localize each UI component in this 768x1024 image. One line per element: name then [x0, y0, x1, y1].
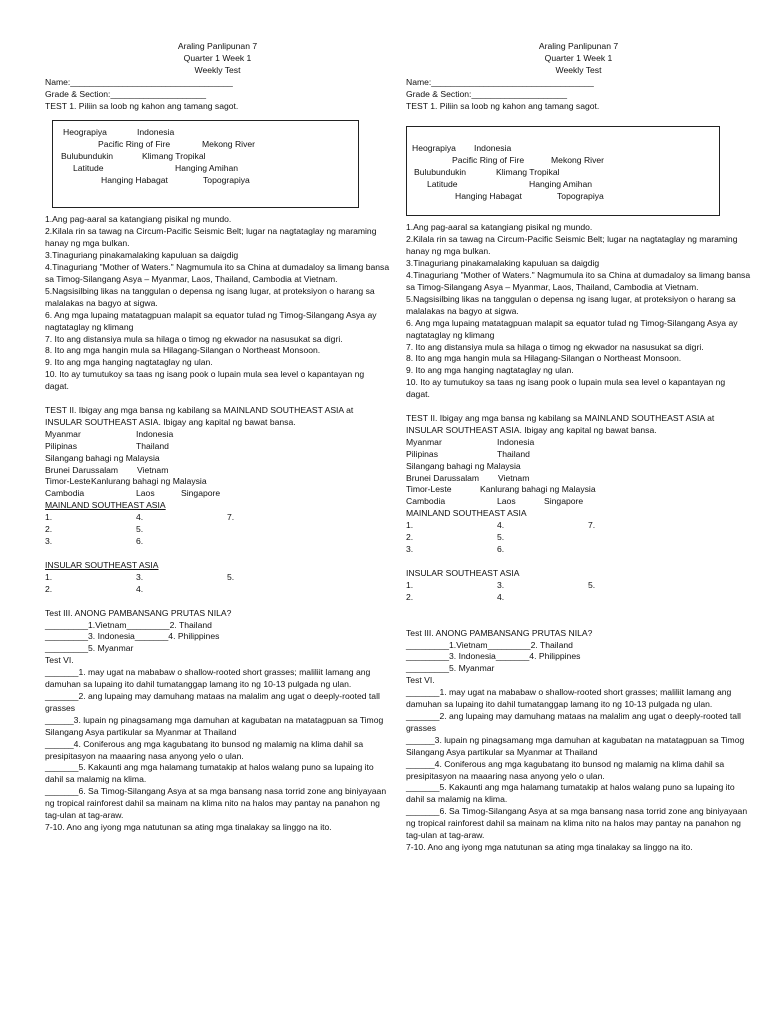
test1-item: 5.Nagsisilbing likas na tanggulan o depensa ng isang lugar, at proteksiyon o harang sa malalakas na bagyo at sigwa. [406, 293, 736, 316]
test1-item: 6. Ang mga lupaing matatagpuan malapit sa equator tulad ng Timog-Silangang Asya ay nagtataglay ng klimang [45, 309, 377, 332]
choice: Heograpiya [63, 127, 107, 138]
choice: Heograpiya [412, 143, 456, 154]
test1-item: 4.Tinaguriang "Mother of Waters." Nagmumula ito sa China at dumadaloy sa limang bansa sa Timog-Silangang Asya – Myanmar, Laos, Thailand, Cambodia at Vietnam. [406, 270, 751, 292]
country: Thailand [136, 440, 169, 451]
country: Singapore [181, 488, 221, 499]
insular-heading: INSULAR SOUTHEAST ASIA [45, 559, 159, 570]
test6-item: ______3. lupain ng pinagsamang mga damuhan at kagubatan na matatagpuan sa Timog Silangang Asya partikular sa Myanmar at Thailand [45, 714, 384, 737]
test3-line: _________3. Indonesia_______4. Philippines [406, 651, 581, 662]
answer-number: 5. [588, 579, 596, 590]
name-field[interactable]: Name:__________________________________ [406, 76, 594, 87]
answer-number: 2. [45, 583, 53, 594]
country: Timor-Leste [406, 484, 452, 495]
country: Thailand [497, 448, 530, 459]
answer-number: 2. [406, 591, 414, 602]
test3-title: Test III. ANONG PAMBANSANG PRUTAS NILA? [45, 607, 232, 618]
country: Vietnam [498, 472, 530, 483]
test3-line: _________3. Indonesia_______4. Philippines [45, 631, 220, 642]
country: Pilipinas [406, 448, 439, 459]
answer-number: 3. [497, 579, 505, 590]
test6-item: _______5. Kakaunti ang mga halamang tumatakip at halos walang puno sa lupaing ito dahil sa malamig na klima. [45, 762, 374, 785]
answer-number: 2. [45, 524, 53, 535]
test-type-label: Weekly Test [194, 64, 241, 75]
answer-number: 3. [45, 536, 53, 546]
choice: Klimang Tropikal [142, 151, 206, 162]
choice: Mekong River [202, 139, 256, 150]
test3-line: _________1.Vietnam_________2. Thailand [45, 619, 212, 630]
country: Vietnam [137, 464, 169, 475]
choices-box [52, 120, 359, 208]
test1-item: 6. Ang mga lupaing matatagpuan malapit sa equator tulad ng Timog-Silangang Asya ay nagtataglay ng klimang [406, 317, 738, 340]
country: Kanlurang bahagi ng Malaysia [91, 476, 207, 487]
test6-title: Test VI. [45, 655, 74, 666]
choice: Mekong River [551, 155, 605, 166]
answer-number: 1. [406, 579, 414, 590]
mainland-heading: MAINLAND SOUTHEAST ASIA [406, 508, 527, 519]
answer-number: 1. [45, 571, 53, 582]
country: Silangang bahagi ng Malaysia [406, 460, 521, 471]
test1-instruction: TEST 1. Piliin sa loob ng kahon ang tamang sagot. [406, 100, 600, 111]
answer-number: 4. [497, 591, 505, 602]
choice: Topograpiya [557, 191, 604, 202]
choice: Latitude [73, 163, 104, 174]
choice: Bulubundukin [61, 151, 114, 162]
country: Indonesia [136, 428, 174, 439]
choice: Hanging Habagat [101, 175, 168, 186]
test3-line: _________5. Myanmar [406, 663, 495, 674]
test1-item: 10. Ito ay tumutukoy sa taas ng isang pook o lupain mula sea level o kapantayan ng dagat. [45, 369, 365, 392]
answer-number: 3. [136, 571, 144, 582]
test1-item: 7. Ito ang distansiya mula sa hilaga o timog ng ekwador na nasusukat sa digri. [406, 341, 704, 352]
test1-item: 7. Ito ang distansiya mula sa hilaga o timog ng ekwador na nasusukat sa digri. [45, 333, 343, 344]
choice: Hanging Habagat [455, 191, 522, 202]
test1-item: 2.Kilala rin sa tawag na Circum-Pacific Seismic Belt; lugar na nagtataglay ng maraming hanay ng mga bulkan. [406, 234, 738, 257]
country: Singapore [544, 496, 584, 507]
answer-number: 7. [227, 512, 235, 523]
choice: Hanging Amihan [175, 163, 239, 174]
test1-items [406, 222, 751, 401]
worksheet-right [406, 41, 751, 854]
test2-instruction: TEST II. Ibigay ang mga bansa ng kabilang sa MAINLAND SOUTHEAST ASIA at INSULAR SOUTHEAST ASIA. Ibigay ang kapital ng bawat bansa. [406, 413, 715, 435]
test1-items [45, 214, 390, 393]
test3-title: Test III. ANONG PAMBANSANG PRUTAS NILA? [406, 627, 593, 638]
answer-number: 7. [588, 520, 596, 531]
choice: Indonesia [137, 127, 175, 138]
test1-instruction: TEST 1. Piliin sa loob ng kahon ang tamang sagot. [45, 100, 239, 111]
country: Myanmar [406, 436, 442, 447]
country: Pilipinas [45, 440, 78, 451]
country: Timor-Leste [45, 476, 91, 487]
country: Cambodia [406, 496, 446, 507]
test-type-label: Weekly Test [555, 64, 602, 75]
answer-number: 6. [497, 544, 505, 554]
choice: Pacific Ring of Fire [98, 139, 171, 150]
test1-item: 10. Ito ay tumutukoy sa taas ng isang pook o lupain mula sea level o kapantayan ng dagat. [406, 377, 726, 400]
answer-number: 4. [136, 512, 144, 523]
answer-number: 1. [45, 512, 53, 523]
quarter-label: Quarter 1 Week 1 [183, 52, 252, 63]
mainland-heading: MAINLAND SOUTHEAST ASIA [45, 500, 166, 511]
answer-number: 4. [136, 583, 144, 594]
choice: Klimang Tropikal [496, 167, 560, 178]
test6-item: _______2. ang lupaing may damuhang mataas na malalim ang ugat o deeply-rooted tall grasses [406, 710, 741, 733]
test1-item: 8. Ito ang mga hangin mula sa Hilagang-Silangan o Northeast Monsoon. [45, 345, 321, 356]
grade-section-field[interactable]: Grade & Section:____________________ [406, 88, 568, 99]
country: Myanmar [45, 428, 81, 439]
test1-item: 9. Ito ang mga hanging nagtataglay ng ulan. [406, 365, 574, 376]
choice: Indonesia [474, 143, 512, 154]
test6-item: _______2. ang lupaing may damuhang mataas na malalim ang ugat o deeply-rooted tall grasses [45, 690, 380, 713]
test2-instruction: TEST II. Ibigay ang mga bansa ng kabilang sa MAINLAND SOUTHEAST ASIA at INSULAR SOUTHEAST ASIA. Ibigay ang kapital ng bawat bansa. [45, 405, 354, 427]
choice: Pacific Ring of Fire [452, 155, 525, 166]
test3-line: _________5. Myanmar [45, 643, 134, 654]
choice: Hanging Amihan [529, 179, 593, 190]
country: Brunei Darussalam [406, 472, 480, 483]
country: Laos [136, 488, 155, 499]
quarter-label: Quarter 1 Week 1 [544, 52, 613, 63]
test6-item: ______4. Coniferous ang mga kagubatang ito bunsod ng malamig na klima dahil sa presipitasyon na maaaring nasa anyong yelo o ulan. [406, 758, 725, 781]
answer-number: 6. [136, 536, 144, 546]
answer-number: 2. [406, 532, 414, 543]
country: Silangang bahagi ng Malaysia [45, 452, 160, 463]
test6-item: _______1. may ugat na mababaw o shallow-rooted short grasses; maliliit lamang ang damuhan sa lupaing ito dahil tumatanggap lamang ito ng 10-13 pulgada ng ulan. [406, 687, 732, 710]
test1-item: 4.Tinaguriang "Mother of Waters." Nagmumula ito sa China at dumadaloy sa limang bansa sa Timog-Silangang Asya – Myanmar, Laos, Thailand, Cambodia at Vietnam. [45, 262, 390, 284]
test6-item: _______6. Sa Timog-Silangang Asya at sa mga bansang nasa torrid zone ang biniyayaan ng tropical rainforest dahil sa mainam na klima nito na halos may pantay na panahon ng tag-ulan at tag-araw. [406, 806, 748, 841]
subject-title: Araling Panlipunan 7 [538, 41, 619, 51]
test6-title: Test VI. [406, 675, 435, 686]
country: Kanlurang bahagi ng Malaysia [480, 484, 596, 495]
answer-number: 5. [497, 532, 505, 543]
answer-number: 3. [406, 544, 414, 554]
test1-item: 5.Nagsisilbing likas na tanggulan o depensa ng isang lugar, at proteksiyon o harang sa malalakas na bagyo at sigwa. [45, 285, 375, 308]
choice: Topograpiya [203, 175, 250, 186]
country: Brunei Darussalam [45, 464, 119, 475]
subject-title: Araling Panlipunan 7 [177, 41, 258, 51]
test6-item: ______3. lupain ng pinagsamang mga damuhan at kagubatan na matatagpuan sa Timog Silangang Asya partikular sa Myanmar at Thailand [406, 734, 745, 757]
test6-item: _______5. Kakaunti ang mga halamang tumatakip at halos walang puno sa lupaing ito dahil sa malamig na klima. [406, 782, 735, 805]
country: Cambodia [45, 488, 85, 499]
test3-line: _________1.Vietnam_________2. Thailand [406, 639, 573, 650]
test1-item: 1.Ang pag-aaral sa katangiang pisikal ng mundo. [406, 222, 593, 233]
choices-box [406, 126, 720, 216]
test1-item: 9. Ito ang mga hanging nagtataglay ng ulan. [45, 357, 213, 368]
test1-item: 2.Kilala rin sa tawag na Circum-Pacific Seismic Belt; lugar na nagtataglay ng maraming hanay ng mga bulkan. [45, 226, 377, 249]
test1-item: 8. Ito ang mga hangin mula sa Hilagang-Silangan o Northeast Monsoon. [406, 353, 682, 364]
test6-item: ______4. Coniferous ang mga kagubatang ito bunsod ng malamig na klima dahil sa presipitasyon na maaaring nasa anyong yelo o ulan. [45, 738, 364, 761]
country: Laos [497, 496, 516, 507]
test1-item: 3.Tinaguriang pinakamalaking kapuluan sa daigdig [45, 250, 239, 261]
answer-number: 5. [227, 571, 235, 582]
test1-item: 3.Tinaguriang pinakamalaking kapuluan sa daigdig [406, 258, 600, 269]
test6-item: 7-10. Ano ang iyong mga natutunan sa ating mga tinalakay sa linggo na ito. [45, 821, 332, 832]
test1-item: 1.Ang pag-aaral sa katangiang pisikal ng mundo. [45, 214, 232, 225]
answer-number: 5. [136, 524, 144, 535]
test6-item: 7-10. Ano ang iyong mga natutunan sa ating mga tinalakay sa linggo na ito. [406, 841, 693, 852]
answer-number: 4. [497, 520, 505, 531]
test6-item: _______1. may ugat na mababaw o shallow-rooted short grasses; maliliit lamang ang damuhan sa lupaing ito dahil tumatanggap lamang ito ng 10-13 pulgada ng ulan. [45, 667, 371, 690]
worksheet-left [45, 41, 390, 834]
choice: Latitude [427, 179, 458, 190]
choice: Bulubundukin [414, 167, 467, 178]
answer-number: 1. [406, 520, 414, 531]
grade-section-field[interactable]: Grade & Section:____________________ [45, 88, 207, 99]
country: Indonesia [497, 436, 535, 447]
name-field[interactable]: Name:__________________________________ [45, 76, 233, 87]
test6-item: _______6. Sa Timog-Silangang Asya at sa mga bansang nasa torrid zone ang biniyayaan ng tropical rainforest dahil sa mainam na klima nito na halos may pantay na panahon ng tag-ulan at tag-araw. [45, 786, 387, 821]
insular-heading: INSULAR SOUTHEAST ASIA [406, 567, 520, 578]
